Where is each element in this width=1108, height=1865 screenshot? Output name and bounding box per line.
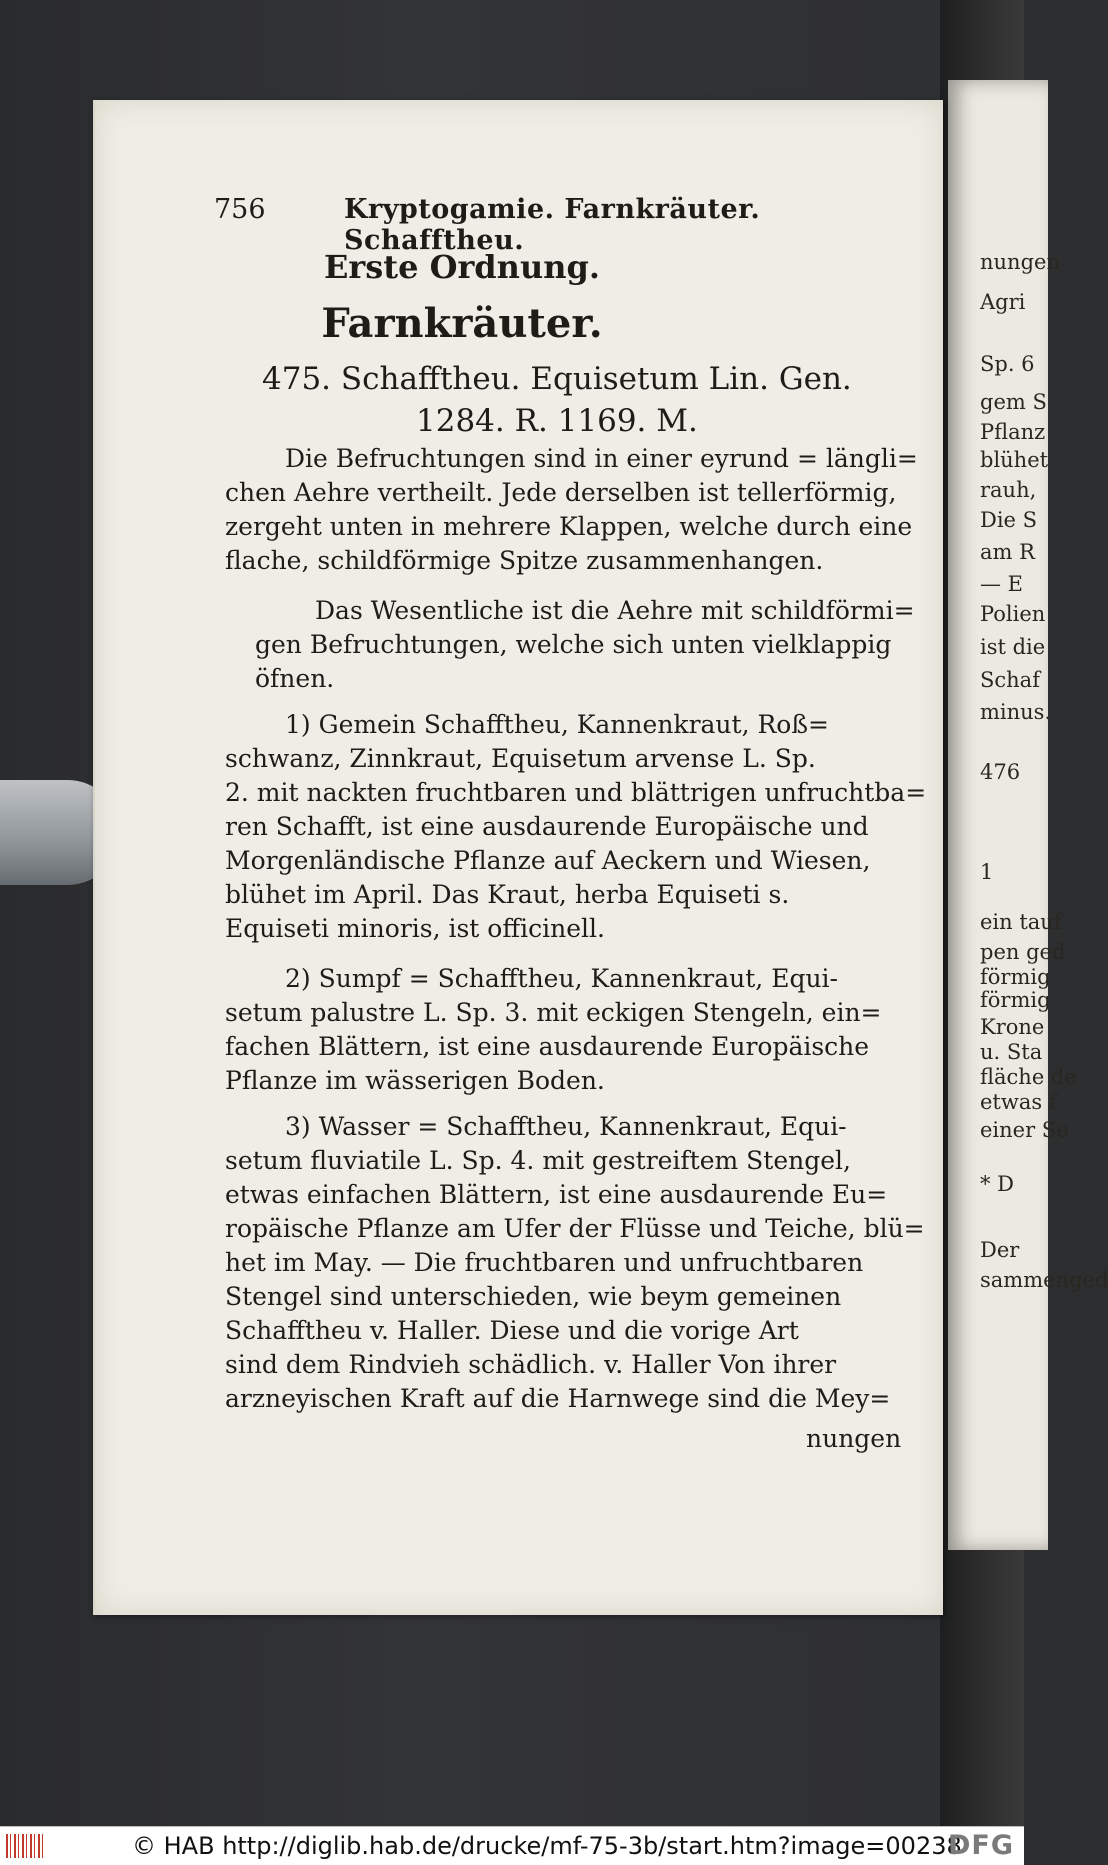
text-line: ropäische Pflanze am Ufer der Flüsse und Teiche, blü= (225, 1214, 925, 1243)
facing-page-fragment: pen ged (980, 940, 1066, 964)
genus-heading-line: 475. Schafftheu. Equisetum Lin. Gen. (262, 361, 852, 397)
facing-page-fragment: Krone (980, 1015, 1045, 1039)
facing-page-fragment: sammenged (980, 1268, 1108, 1292)
text-line: sind dem Rindvieh schädlich. v. Haller Von ihrer (225, 1350, 837, 1379)
facing-page-fragment: 1 (980, 860, 994, 884)
text-line: 2) Sumpf = Schafftheu, Kannenkraut, Equi- (285, 964, 838, 993)
text-line: setum palustre L. Sp. 3. mit eckigen Stengeln, ein= (225, 998, 882, 1027)
text-line: het im May. — Die fruchtbaren und unfruchtbaren (225, 1248, 864, 1277)
text-line: zergeht unten in mehrere Klappen, welche durch eine (225, 512, 913, 541)
facing-page-fragment: fläche de (980, 1065, 1077, 1089)
text-line: Pflanze im wässerigen Boden. (225, 1066, 605, 1095)
page-number: 756 (214, 194, 266, 225)
text-line: schwanz, Zinnkraut, Equisetum arvense L. Sp. (225, 744, 816, 773)
facing-page-fragment: Sp. 6 (980, 352, 1035, 376)
barcode-icon (6, 1834, 46, 1858)
facing-page-fragment: Polien (980, 602, 1046, 626)
facing-page-fragment: Agri (980, 290, 1026, 314)
text-line: 3) Wasser = Schafftheu, Kannenkraut, Equi- (285, 1112, 847, 1141)
facing-page-fragment: nungen (980, 250, 1060, 274)
viewer-footer (0, 1826, 1024, 1865)
facing-page-fragment: Schaf (980, 668, 1040, 692)
genus-heading (180, 358, 940, 442)
facing-page-fragment: ist die (980, 635, 1046, 659)
paragraph-essential (255, 594, 915, 696)
text-line: 2. mit nackten fruchtbaren und blättrigen unfruchtba= (225, 778, 927, 807)
facing-page-fragment: ein tauf (980, 910, 1062, 934)
facing-page-fragment: etwas f (980, 1090, 1057, 1114)
facing-page-edge (948, 80, 1108, 1550)
class-heading: Farnkräuter. (321, 300, 603, 347)
facing-page-fragment: einer Se (980, 1118, 1069, 1142)
text-line: setum fluviatile L. Sp. 4. mit gestreiftem Stengel, (225, 1146, 851, 1175)
text-line: Morgenländische Pflanze auf Aeckern und Wiesen, (225, 846, 871, 875)
text-line: blühet im April. Das Kraut, herba Equiseti s. (225, 880, 790, 909)
text-line: Die Befruchtungen sind in einer eyrund = längli= (285, 444, 918, 473)
text-line: fachen Blättern, ist eine ausdaurende Europäische (225, 1032, 870, 1061)
text-line: gen Befruchtungen, welche sich unten vielklappig (255, 630, 892, 659)
facing-page-fragment: u. Sta (980, 1040, 1043, 1064)
dfg-logo: DFG (947, 1830, 1014, 1861)
facing-page-fragment: 476 (980, 760, 1021, 784)
facing-page-fragment: * D (980, 1172, 1015, 1196)
facing-page-fragment: blühet (980, 448, 1049, 472)
text-line: 1) Gemein Schafftheu, Kannenkraut, Roß= (285, 710, 829, 739)
catchword: nungen (806, 1424, 902, 1453)
facing-page-fragment: Die S (980, 508, 1038, 532)
facing-page-fragment: Der (980, 1238, 1020, 1262)
facing-page-fragment: Pflanz (980, 420, 1046, 444)
running-header (122, 190, 802, 256)
text-line: Das Wesentliche ist die Aehre mit schildförmi= (315, 596, 915, 625)
facing-page-fragment: gem S (980, 390, 1047, 414)
species-entry-2 (225, 962, 890, 1098)
source-link[interactable]: © HAB http://diglib.hab.de/drucke/mf-75-3b/start.htm?image=00238 (132, 1832, 962, 1860)
facing-page-fragment: förmig (980, 988, 1051, 1012)
text-line: Equiseti minoris, ist officinell. (225, 914, 605, 943)
facing-page-fragment: am R (980, 540, 1035, 564)
facing-page-fragment: minus. (980, 700, 1052, 724)
species-entry-1 (225, 708, 927, 946)
text-line: öfnen. (255, 664, 335, 693)
text-line: etwas einfachen Blättern, ist eine ausdaurende Eu= (225, 1180, 888, 1209)
order-heading: Erste Ordnung. (324, 248, 600, 286)
facing-page-fragment: rauh, (980, 478, 1037, 502)
paragraph-description (225, 442, 918, 578)
text-line: ren Schafft, ist eine ausdaurende Europäische und (225, 812, 869, 841)
facing-page-fragment: förmig (980, 965, 1051, 989)
text-line: arzneyischen Kraft auf die Harnwege sind die Mey= (225, 1384, 891, 1413)
text-line: flache, schildförmige Spitze zusammenhangen. (225, 546, 824, 575)
text-line: Schafftheu v. Haller. Diese und die vorige Art (225, 1316, 799, 1345)
facing-page-fragment: — E (980, 572, 1024, 596)
running-head-text: Kryptogamie. Farnkräuter. Schafftheu. (344, 194, 761, 256)
species-entry-3 (225, 1110, 925, 1416)
genus-heading-line: 1284. R. 1169. M. (416, 403, 698, 439)
text-line: chen Aehre vertheilt. Jede derselben ist tellerförmig, (225, 478, 897, 507)
text-line: Stengel sind unterschieden, wie beym gemeinen (225, 1282, 842, 1311)
